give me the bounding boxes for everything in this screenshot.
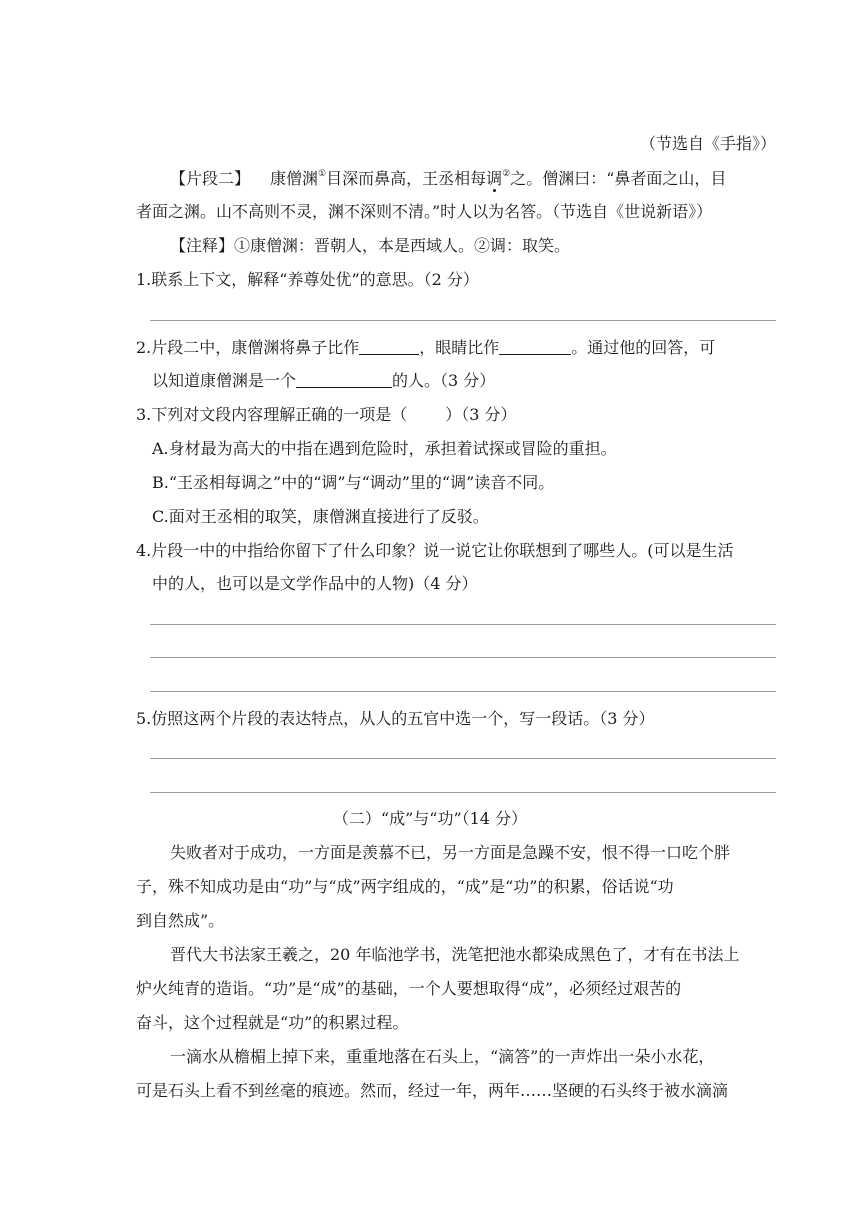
fragment-two-line-1 (170, 168, 726, 190)
question-text: 。通过他的回答，可 (571, 338, 716, 357)
section-heading: （二）“成”与“功”（14 分） (332, 809, 528, 828)
paragraph-3-line-2: 可是石头上看不到丝毫的痕迹。然而，经过一年，两年……坚硬的石头终于被水滴滴 (136, 1081, 729, 1100)
fragment-two-line-2: 者面之渊。山不高则不灵，渊不深则不清。”时人以为名答。（节选自《世说新语》） (136, 202, 713, 221)
question-text: ）（3 分） (445, 405, 517, 424)
source-citation: （节选自《手指》） (640, 134, 777, 153)
question-text: ，眼睛比作 (419, 338, 500, 357)
paragraph-2-line-2: 炉火纯青的造诣。“功”是“成”的基础，一个人要想取得“成”，必须经过艰苦的 (136, 979, 682, 998)
question-text: 3.下列对文段内容理解正确的一项是（ (136, 405, 408, 424)
question-5: 5.仿照这两个片段的表达特点，从人的五官中选一个，写一段话。（3 分） (136, 709, 655, 728)
annotation-note: 【注释】①康僧渊：晋朝人，本是西域人。②调：取笑。 (170, 236, 571, 255)
answer-line-q4-2[interactable] (150, 657, 776, 658)
fill-blank-person[interactable] (296, 371, 392, 388)
paragraph-1-line-1: 失败者对于成功，一方面是羡慕不已，另一方面是急躁不安，恨不得一口吃个胖 (170, 843, 731, 862)
answer-line-q5-2[interactable] (150, 792, 776, 793)
question-2-line-2 (152, 370, 495, 392)
question-4-line-1: 4.片段一中的中指给你留下了什么印象？说一说它让你联想到了哪些人。(可以是生活 (136, 541, 734, 560)
question-2-line-1 (136, 337, 715, 359)
fragment-text: 康僧渊 (270, 169, 319, 188)
answer-line-q1[interactable] (150, 320, 776, 321)
fill-blank-nose[interactable] (359, 338, 419, 355)
answer-line-q5-1[interactable] (150, 758, 776, 759)
paragraph-3-line-1: 一滴水从檐楣上掉下来，重重地落在石头上，“滴答”的一声炸出一朵小水花， (170, 1047, 715, 1066)
question-3 (136, 404, 517, 426)
option-b: B.“王丞相每调之”中的“调”与“调动”里的“调”读音不同。 (152, 473, 555, 492)
question-text: 2.片段二中，康僧渊将鼻子比作 (136, 338, 360, 357)
paragraph-1-line-2: 子，殊不知成功是由“功”与“成”两字组成的，“成”是“功”的积累，俗话说“功 (136, 877, 674, 896)
answer-line-q4-1[interactable] (150, 624, 776, 625)
footnote-mark-1: ① (318, 169, 327, 179)
emphasis-dotted-char: 调 (486, 169, 503, 188)
paragraph-2-line-1: 晋代大书法家王羲之，20 年临池学书，洗笔把池水都染成黑色了，才有在书法上 (170, 945, 740, 964)
option-a: A.身材最为高大的中指在遇到危险时，承担着试探或冒险的重担。 (152, 439, 617, 458)
option-c: C.面对王丞相的取笑，康僧渊直接进行了反驳。 (152, 507, 489, 526)
paragraph-1-line-3: 到自然成”。 (136, 911, 225, 930)
question-text: 以知道康僧渊是一个 (152, 371, 297, 390)
answer-line-q4-3[interactable] (150, 691, 776, 692)
fragment-text: 之。僧渊曰：“鼻者面之山，目 (510, 169, 727, 188)
fill-blank-eyes[interactable] (499, 338, 571, 355)
fragment-text: 目深而鼻高，王丞相每 (326, 169, 487, 188)
question-1: 1.联系上下文，解释“养尊处优”的意思。（2 分） (136, 270, 479, 289)
footnote-mark-2: ② (502, 169, 511, 179)
paragraph-2-line-3: 奋斗，这个过程就是“功”的积累过程。 (136, 1013, 409, 1032)
question-4-line-2: 中的人，也可以是文学作品中的人物)（4 分） (152, 574, 478, 593)
question-text: 的人。（3 分） (392, 371, 496, 390)
fragment-two-label: 【片段二】 (170, 169, 251, 188)
